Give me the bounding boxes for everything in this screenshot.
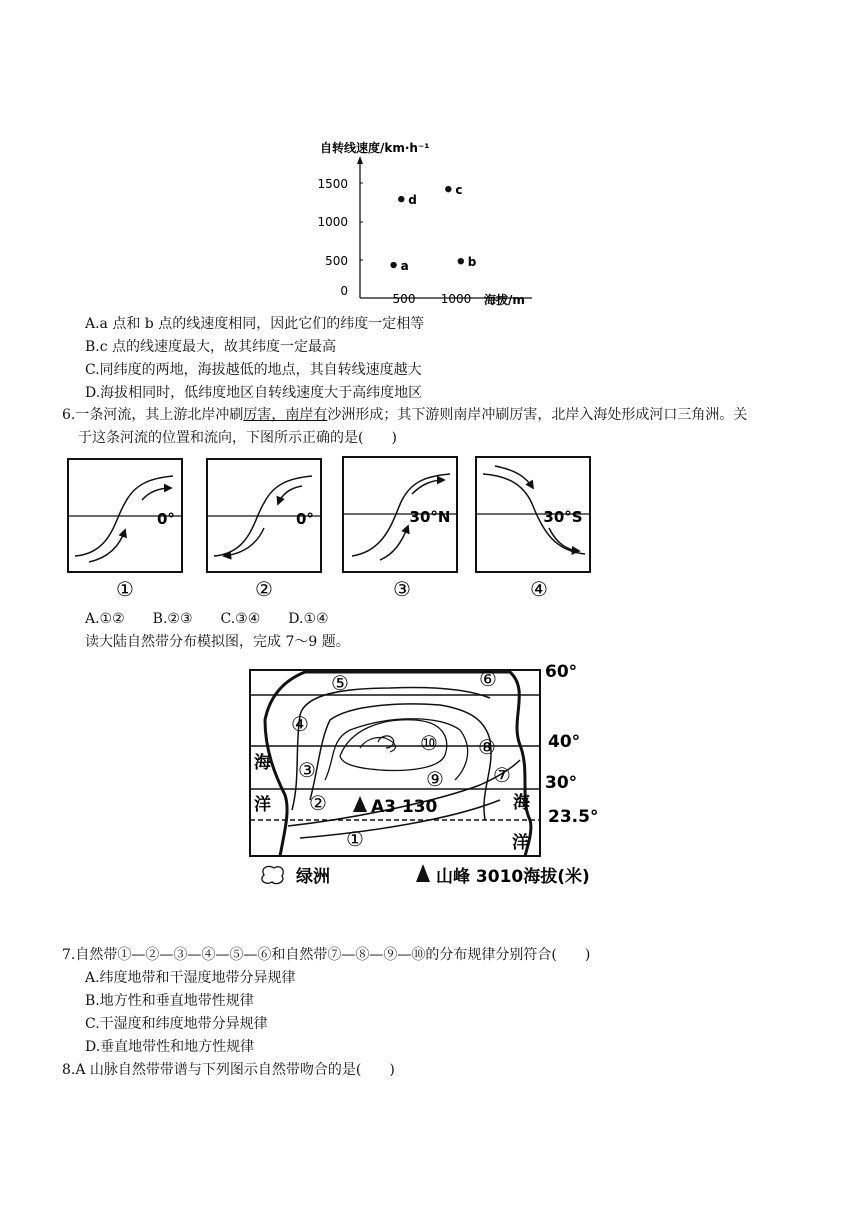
- river-diagram-3: [342, 456, 460, 600]
- zone-8: ⑧: [478, 735, 496, 759]
- ytick-0: 0: [340, 284, 348, 298]
- q5-option-a: A.a 点和 b 点的线速度相同，因此它们的纬度一定相等: [85, 316, 425, 332]
- zone-6: ⑥: [479, 667, 497, 691]
- river-diagram-2: [206, 458, 324, 600]
- q6-stem-part2: 沙洲形成；其下游则南岸冲刷厉害，北岸入海处形成河口三角洲。关: [327, 407, 748, 423]
- point-a: [390, 262, 396, 268]
- chart-ylabel: 自转线速度/km·h⁻¹: [320, 141, 430, 155]
- legend-peak: 山峰 3010海拔(米): [436, 867, 590, 887]
- diagram-1-num: ①: [116, 577, 134, 600]
- zone-5: ⑤: [331, 671, 349, 695]
- point-label-a: a: [400, 259, 409, 274]
- point-c: [445, 186, 451, 192]
- q5-option-b: B.c 点的线速度最大，故其纬度一定最高: [85, 339, 337, 355]
- sea-right-1: 海: [513, 793, 530, 813]
- ytick-1500: 1500: [317, 177, 348, 191]
- q7-9-intro: 读大陆自然带分布模拟图，完成 7～9 题。: [85, 634, 350, 650]
- point-b: [458, 258, 464, 264]
- q8-stem: 8.A 山脉自然带带谱与下列图示自然带吻合的是( ): [62, 1062, 395, 1078]
- diagram-2-lat: 0°: [296, 510, 314, 528]
- zone-9: ⑨: [426, 767, 444, 791]
- zone-7: ⑦: [493, 763, 511, 787]
- zone-1: ①: [346, 827, 364, 851]
- diagram-2-num: ②: [255, 577, 273, 600]
- q6-stem-part1: 6.一条河流，其上游北岸冲刷: [62, 407, 244, 423]
- peak-legend-icon: [416, 864, 430, 882]
- lat-23-5: 23.5°: [548, 807, 599, 827]
- q7-option-d: D.垂直地带性和地方性规律: [85, 1039, 255, 1055]
- q6-options: A.①② B.②③ C.③④ D.①④: [85, 611, 329, 627]
- chart-xlabel: 海拔/m: [484, 293, 525, 307]
- xtick-1000: 1000: [440, 292, 472, 306]
- ytick-500: 500: [325, 254, 348, 268]
- sea-left-1: 海: [254, 753, 271, 773]
- legend-oasis: 绿洲: [296, 867, 330, 887]
- natural-zone-map: [240, 660, 625, 892]
- q6-stem-underlined: 厉害，南岸有: [243, 407, 328, 423]
- q7-stem: 7.自然带①—②—③—④—⑤—⑥和自然带⑦—⑧—⑨—⑩的分布规律分别符合( ): [62, 947, 591, 963]
- river-diagram-4: [475, 456, 593, 600]
- q6-stem-line2: 于这条河流的位置和流向，下图所示正确的是( ): [78, 430, 397, 446]
- zone-4: ④: [291, 712, 309, 736]
- q7-option-c: C.干湿度和纬度地带分异规律: [85, 1016, 268, 1032]
- q7-option-b: B.地方性和垂直地带性规律: [85, 993, 254, 1009]
- peak-icon: [353, 796, 367, 812]
- q7-option-a: A.纬度地带和干湿度地带分异规律: [85, 970, 296, 986]
- diagram-3-lat: 30°N: [409, 508, 451, 526]
- sea-left-2: 洋: [254, 795, 271, 815]
- zone-10: ⑩: [420, 731, 438, 755]
- q5-option-c: C.同纬度的两地，海拔越低的地点，其自转线速度越大: [85, 362, 422, 378]
- lat-30: 30°: [545, 773, 578, 793]
- point-label-b: b: [467, 255, 477, 270]
- point-label-d: d: [408, 193, 417, 208]
- point-label-c: c: [455, 183, 463, 198]
- ytick-1000: 1000: [317, 215, 348, 229]
- q6-stem-line1: [62, 405, 747, 425]
- diagram-1-lat: 0°: [157, 510, 175, 528]
- lat-40: 40°: [548, 732, 581, 752]
- point-d: [398, 196, 404, 202]
- xtick-500: 500: [392, 292, 416, 306]
- sea-right-2: 洋: [512, 833, 529, 853]
- diagram-3-num: ③: [393, 577, 411, 600]
- diagram-4-lat: 30°S: [543, 508, 583, 526]
- river-diagram-1: [67, 458, 185, 600]
- zone-3: ③: [298, 758, 316, 782]
- lat-60: 60°: [545, 662, 578, 682]
- oasis-legend-icon: [262, 866, 283, 883]
- rotation-speed-chart: [310, 138, 540, 310]
- diagram-4-num: ④: [530, 577, 548, 600]
- zone-2: ②: [309, 791, 327, 815]
- peak-label: A3 130: [371, 797, 438, 817]
- q5-option-d: D.海拔相同时，低纬度地区自转线速度大于高纬度地区: [85, 385, 423, 401]
